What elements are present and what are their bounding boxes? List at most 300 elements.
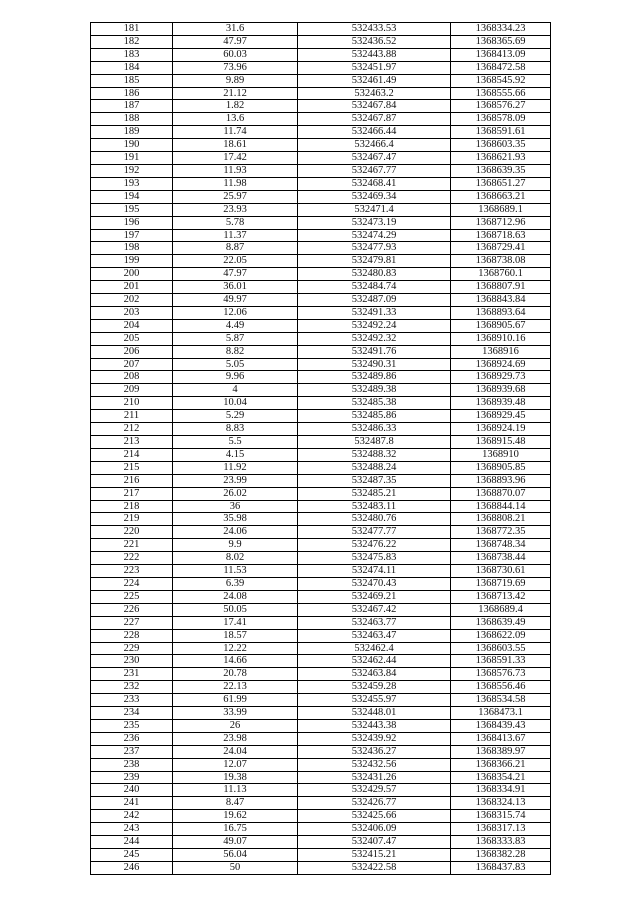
x-coordinate-cell: 532436.52: [298, 35, 451, 48]
distance-cell: 10.04: [173, 397, 298, 410]
x-coordinate-cell: 532479.81: [298, 255, 451, 268]
x-coordinate-cell: 532463.2: [298, 87, 451, 100]
table-row: [91, 345, 551, 358]
x-coordinate-cell: 532467.84: [298, 100, 451, 113]
y-coordinate-cell: 1368472.58: [451, 61, 551, 74]
table-row: [91, 758, 551, 771]
point-number-cell: 187: [91, 100, 173, 113]
point-number-cell: 209: [91, 384, 173, 397]
x-coordinate-cell: 532431.26: [298, 771, 451, 784]
x-coordinate-cell: 532459.28: [298, 681, 451, 694]
x-coordinate-cell: 532477.77: [298, 526, 451, 539]
x-coordinate-cell: 532488.24: [298, 461, 451, 474]
table-row: [91, 719, 551, 732]
y-coordinate-cell: 1368719.69: [451, 577, 551, 590]
point-number-cell: 241: [91, 797, 173, 810]
distance-cell: 11.53: [173, 565, 298, 578]
x-coordinate-cell: 532422.58: [298, 861, 451, 874]
table-row: [91, 87, 551, 100]
table-row: [91, 190, 551, 203]
x-coordinate-cell: 532451.97: [298, 61, 451, 74]
x-coordinate-cell: 532406.09: [298, 823, 451, 836]
y-coordinate-cell: 1368738.44: [451, 552, 551, 565]
table-row: [91, 513, 551, 526]
point-number-cell: 202: [91, 294, 173, 307]
x-coordinate-cell: 532462.44: [298, 655, 451, 668]
point-number-cell: 227: [91, 616, 173, 629]
x-coordinate-cell: 532463.77: [298, 616, 451, 629]
y-coordinate-cell: 1368689.4: [451, 603, 551, 616]
distance-cell: 24.06: [173, 526, 298, 539]
table-row: [91, 487, 551, 500]
distance-cell: 9.9: [173, 539, 298, 552]
point-number-cell: 196: [91, 216, 173, 229]
y-coordinate-cell: 1368712.96: [451, 216, 551, 229]
coordinate-table-body: [91, 23, 551, 875]
y-coordinate-cell: 1368354.21: [451, 771, 551, 784]
table-row: [91, 823, 551, 836]
table-row: [91, 526, 551, 539]
distance-cell: 4.15: [173, 448, 298, 461]
y-coordinate-cell: 1368334.91: [451, 784, 551, 797]
point-number-cell: 188: [91, 113, 173, 126]
table-row: [91, 203, 551, 216]
point-number-cell: 223: [91, 565, 173, 578]
y-coordinate-cell: 1368910.16: [451, 332, 551, 345]
y-coordinate-cell: 1368939.68: [451, 384, 551, 397]
x-coordinate-cell: 532487.09: [298, 294, 451, 307]
y-coordinate-cell: 1368905.85: [451, 461, 551, 474]
distance-cell: 21.12: [173, 87, 298, 100]
table-row: [91, 797, 551, 810]
distance-cell: 56.04: [173, 849, 298, 862]
point-number-cell: 194: [91, 190, 173, 203]
x-coordinate-cell: 532415.21: [298, 849, 451, 862]
x-coordinate-cell: 532455.97: [298, 694, 451, 707]
x-coordinate-cell: 532467.47: [298, 152, 451, 165]
point-number-cell: 216: [91, 474, 173, 487]
y-coordinate-cell: 1368382.28: [451, 849, 551, 862]
table-row: [91, 694, 551, 707]
table-row: [91, 35, 551, 48]
point-number-cell: 212: [91, 423, 173, 436]
y-coordinate-cell: 1368603.55: [451, 642, 551, 655]
x-coordinate-cell: 532448.01: [298, 707, 451, 720]
distance-cell: 36.01: [173, 281, 298, 294]
y-coordinate-cell: 1368621.93: [451, 152, 551, 165]
point-number-cell: 192: [91, 164, 173, 177]
table-row: [91, 126, 551, 139]
point-number-cell: 183: [91, 48, 173, 61]
y-coordinate-cell: 1368366.21: [451, 758, 551, 771]
y-coordinate-cell: 1368334.23: [451, 23, 551, 36]
y-coordinate-cell: 1368729.41: [451, 242, 551, 255]
distance-cell: 12.06: [173, 306, 298, 319]
table-row: [91, 139, 551, 152]
y-coordinate-cell: 1368639.35: [451, 164, 551, 177]
point-number-cell: 231: [91, 668, 173, 681]
point-number-cell: 206: [91, 345, 173, 358]
table-row: [91, 810, 551, 823]
table-row: [91, 707, 551, 720]
point-number-cell: 204: [91, 319, 173, 332]
point-number-cell: 218: [91, 500, 173, 513]
point-number-cell: 240: [91, 784, 173, 797]
x-coordinate-cell: 532469.34: [298, 190, 451, 203]
y-coordinate-cell: 1368315.74: [451, 810, 551, 823]
point-number-cell: 208: [91, 371, 173, 384]
y-coordinate-cell: 1368317.13: [451, 823, 551, 836]
point-number-cell: 219: [91, 513, 173, 526]
distance-cell: 23.99: [173, 474, 298, 487]
table-row: [91, 836, 551, 849]
distance-cell: 25.97: [173, 190, 298, 203]
y-coordinate-cell: 1368808.21: [451, 513, 551, 526]
point-number-cell: 217: [91, 487, 173, 500]
distance-cell: 18.57: [173, 629, 298, 642]
point-number-cell: 200: [91, 268, 173, 281]
x-coordinate-cell: 532477.93: [298, 242, 451, 255]
distance-cell: 19.38: [173, 771, 298, 784]
x-coordinate-cell: 532480.83: [298, 268, 451, 281]
distance-cell: 24.04: [173, 745, 298, 758]
y-coordinate-cell: 1368534.58: [451, 694, 551, 707]
x-coordinate-cell: 532463.47: [298, 629, 451, 642]
point-number-cell: 229: [91, 642, 173, 655]
distance-cell: 50.05: [173, 603, 298, 616]
x-coordinate-cell: 532490.31: [298, 358, 451, 371]
point-number-cell: 242: [91, 810, 173, 823]
point-number-cell: 185: [91, 74, 173, 87]
y-coordinate-cell: 1368578.09: [451, 113, 551, 126]
x-coordinate-cell: 532432.56: [298, 758, 451, 771]
distance-cell: 11.13: [173, 784, 298, 797]
point-number-cell: 221: [91, 539, 173, 552]
y-coordinate-cell: 1368439.43: [451, 719, 551, 732]
distance-cell: 47.97: [173, 268, 298, 281]
x-coordinate-cell: 532491.33: [298, 306, 451, 319]
x-coordinate-cell: 532466.44: [298, 126, 451, 139]
point-number-cell: 237: [91, 745, 173, 758]
distance-cell: 47.97: [173, 35, 298, 48]
point-number-cell: 189: [91, 126, 173, 139]
y-coordinate-cell: 1368576.73: [451, 668, 551, 681]
table-row: [91, 590, 551, 603]
y-coordinate-cell: 1368591.61: [451, 126, 551, 139]
point-number-cell: 224: [91, 577, 173, 590]
table-row: [91, 268, 551, 281]
y-coordinate-cell: 1368772.35: [451, 526, 551, 539]
y-coordinate-cell: 1368555.66: [451, 87, 551, 100]
point-number-cell: 246: [91, 861, 173, 874]
y-coordinate-cell: 1368333.83: [451, 836, 551, 849]
x-coordinate-cell: 532433.53: [298, 23, 451, 36]
table-row: [91, 100, 551, 113]
y-coordinate-cell: 1368730.61: [451, 565, 551, 578]
distance-cell: 6.39: [173, 577, 298, 590]
distance-cell: 5.78: [173, 216, 298, 229]
table-row: [91, 255, 551, 268]
point-number-cell: 199: [91, 255, 173, 268]
y-coordinate-cell: 1368622.09: [451, 629, 551, 642]
y-coordinate-cell: 1368929.45: [451, 410, 551, 423]
y-coordinate-cell: 1368545.92: [451, 74, 551, 87]
point-number-cell: 213: [91, 436, 173, 449]
distance-cell: 5.87: [173, 332, 298, 345]
table-row: [91, 745, 551, 758]
table-row: [91, 177, 551, 190]
y-coordinate-cell: 1368843.84: [451, 294, 551, 307]
distance-cell: 31.6: [173, 23, 298, 36]
table-row: [91, 565, 551, 578]
distance-cell: 9.89: [173, 74, 298, 87]
distance-cell: 12.22: [173, 642, 298, 655]
point-number-cell: 210: [91, 397, 173, 410]
y-coordinate-cell: 1368603.35: [451, 139, 551, 152]
point-number-cell: 201: [91, 281, 173, 294]
point-number-cell: 238: [91, 758, 173, 771]
distance-cell: 11.93: [173, 164, 298, 177]
y-coordinate-cell: 1368713.42: [451, 590, 551, 603]
x-coordinate-cell: 532484.74: [298, 281, 451, 294]
distance-cell: 8.82: [173, 345, 298, 358]
point-number-cell: 184: [91, 61, 173, 74]
table-row: [91, 474, 551, 487]
distance-cell: 49.97: [173, 294, 298, 307]
distance-cell: 1.82: [173, 100, 298, 113]
distance-cell: 26: [173, 719, 298, 732]
distance-cell: 61.99: [173, 694, 298, 707]
y-coordinate-cell: 1368910: [451, 448, 551, 461]
table-row: [91, 629, 551, 642]
table-row: [91, 410, 551, 423]
table-row: [91, 371, 551, 384]
x-coordinate-cell: 532485.86: [298, 410, 451, 423]
y-coordinate-cell: 1368893.96: [451, 474, 551, 487]
table-row: [91, 771, 551, 784]
y-coordinate-cell: 1368929.73: [451, 371, 551, 384]
distance-cell: 12.07: [173, 758, 298, 771]
x-coordinate-cell: 532492.32: [298, 332, 451, 345]
y-coordinate-cell: 1368413.09: [451, 48, 551, 61]
table-row: [91, 500, 551, 513]
x-coordinate-cell: 532461.49: [298, 74, 451, 87]
distance-cell: 4: [173, 384, 298, 397]
y-coordinate-cell: 1368905.67: [451, 319, 551, 332]
table-row: [91, 603, 551, 616]
x-coordinate-cell: 532468.41: [298, 177, 451, 190]
point-number-cell: 182: [91, 35, 173, 48]
distance-cell: 8.02: [173, 552, 298, 565]
distance-cell: 8.47: [173, 797, 298, 810]
point-number-cell: 236: [91, 732, 173, 745]
point-number-cell: 234: [91, 707, 173, 720]
table-row: [91, 23, 551, 36]
x-coordinate-cell: 532486.33: [298, 423, 451, 436]
y-coordinate-cell: 1368893.64: [451, 306, 551, 319]
point-number-cell: 239: [91, 771, 173, 784]
distance-cell: 20.78: [173, 668, 298, 681]
distance-cell: 13.6: [173, 113, 298, 126]
point-number-cell: 211: [91, 410, 173, 423]
y-coordinate-cell: 1368915.48: [451, 436, 551, 449]
x-coordinate-cell: 532488.32: [298, 448, 451, 461]
distance-cell: 35.98: [173, 513, 298, 526]
table-row: [91, 539, 551, 552]
distance-cell: 24.08: [173, 590, 298, 603]
x-coordinate-cell: 532483.11: [298, 500, 451, 513]
distance-cell: 23.93: [173, 203, 298, 216]
y-coordinate-cell: 1368760.1: [451, 268, 551, 281]
y-coordinate-cell: 1368576.27: [451, 100, 551, 113]
distance-cell: 11.74: [173, 126, 298, 139]
y-coordinate-cell: 1368413.67: [451, 732, 551, 745]
table-row: [91, 294, 551, 307]
y-coordinate-cell: 1368924.69: [451, 358, 551, 371]
distance-cell: 5.05: [173, 358, 298, 371]
x-coordinate-cell: 532480.76: [298, 513, 451, 526]
distance-cell: 5.5: [173, 436, 298, 449]
y-coordinate-cell: 1368738.08: [451, 255, 551, 268]
distance-cell: 23.98: [173, 732, 298, 745]
point-number-cell: 222: [91, 552, 173, 565]
x-coordinate-cell: 532489.86: [298, 371, 451, 384]
table-row: [91, 281, 551, 294]
y-coordinate-cell: 1368663.21: [451, 190, 551, 203]
x-coordinate-cell: 532466.4: [298, 139, 451, 152]
table-row: [91, 681, 551, 694]
table-row: [91, 616, 551, 629]
distance-cell: 14.66: [173, 655, 298, 668]
point-number-cell: 197: [91, 229, 173, 242]
x-coordinate-cell: 532463.84: [298, 668, 451, 681]
table-row: [91, 784, 551, 797]
x-coordinate-cell: 532426.77: [298, 797, 451, 810]
x-coordinate-cell: 532473.19: [298, 216, 451, 229]
table-row: [91, 448, 551, 461]
table-row: [91, 306, 551, 319]
x-coordinate-cell: 532475.83: [298, 552, 451, 565]
table-row: [91, 655, 551, 668]
distance-cell: 50: [173, 861, 298, 874]
table-row: [91, 216, 551, 229]
table-row: [91, 849, 551, 862]
x-coordinate-cell: 532429.57: [298, 784, 451, 797]
distance-cell: 5.29: [173, 410, 298, 423]
table-row: [91, 358, 551, 371]
distance-cell: 33.99: [173, 707, 298, 720]
x-coordinate-cell: 532491.76: [298, 345, 451, 358]
x-coordinate-cell: 532436.27: [298, 745, 451, 758]
x-coordinate-cell: 532407.47: [298, 836, 451, 849]
x-coordinate-cell: 532469.21: [298, 590, 451, 603]
distance-cell: 18.61: [173, 139, 298, 152]
x-coordinate-cell: 532470.43: [298, 577, 451, 590]
distance-cell: 60.03: [173, 48, 298, 61]
distance-cell: 19.62: [173, 810, 298, 823]
point-number-cell: 203: [91, 306, 173, 319]
point-number-cell: 244: [91, 836, 173, 849]
point-number-cell: 186: [91, 87, 173, 100]
y-coordinate-cell: 1368924.19: [451, 423, 551, 436]
x-coordinate-cell: 532492.24: [298, 319, 451, 332]
distance-cell: 17.41: [173, 616, 298, 629]
y-coordinate-cell: 1368651.27: [451, 177, 551, 190]
point-number-cell: 207: [91, 358, 173, 371]
table-row: [91, 642, 551, 655]
table-row: [91, 397, 551, 410]
x-coordinate-cell: 532485.38: [298, 397, 451, 410]
x-coordinate-cell: 532443.38: [298, 719, 451, 732]
table-row: [91, 113, 551, 126]
y-coordinate-cell: 1368324.13: [451, 797, 551, 810]
point-number-cell: 225: [91, 590, 173, 603]
point-number-cell: 230: [91, 655, 173, 668]
y-coordinate-cell: 1368365.69: [451, 35, 551, 48]
y-coordinate-cell: 1368939.48: [451, 397, 551, 410]
table-row: [91, 61, 551, 74]
table-row: [91, 461, 551, 474]
table-row: [91, 552, 551, 565]
y-coordinate-cell: 1368748.34: [451, 539, 551, 552]
distance-cell: 11.92: [173, 461, 298, 474]
y-coordinate-cell: 1368437.83: [451, 861, 551, 874]
point-number-cell: 228: [91, 629, 173, 642]
x-coordinate-cell: 532487.35: [298, 474, 451, 487]
distance-cell: 9.96: [173, 371, 298, 384]
x-coordinate-cell: 532474.29: [298, 229, 451, 242]
x-coordinate-cell: 532487.8: [298, 436, 451, 449]
x-coordinate-cell: 532467.87: [298, 113, 451, 126]
point-number-cell: 195: [91, 203, 173, 216]
distance-cell: 36: [173, 500, 298, 513]
point-number-cell: 205: [91, 332, 173, 345]
y-coordinate-cell: 1368639.49: [451, 616, 551, 629]
table-row: [91, 423, 551, 436]
distance-cell: 73.96: [173, 61, 298, 74]
y-coordinate-cell: 1368689.1: [451, 203, 551, 216]
x-coordinate-cell: 532425.66: [298, 810, 451, 823]
x-coordinate-cell: 532439.92: [298, 732, 451, 745]
x-coordinate-cell: 532443.88: [298, 48, 451, 61]
distance-cell: 22.05: [173, 255, 298, 268]
y-coordinate-cell: 1368807.91: [451, 281, 551, 294]
point-number-cell: 243: [91, 823, 173, 836]
x-coordinate-cell: 532485.21: [298, 487, 451, 500]
table-row: [91, 242, 551, 255]
point-number-cell: 233: [91, 694, 173, 707]
table-row: [91, 668, 551, 681]
table-row: [91, 861, 551, 874]
y-coordinate-cell: 1368389.97: [451, 745, 551, 758]
table-row: [91, 74, 551, 87]
point-number-cell: 226: [91, 603, 173, 616]
point-number-cell: 215: [91, 461, 173, 474]
point-number-cell: 193: [91, 177, 173, 190]
coordinate-table: [90, 22, 551, 875]
distance-cell: 26.02: [173, 487, 298, 500]
y-coordinate-cell: 1368870.07: [451, 487, 551, 500]
table-row: [91, 384, 551, 397]
table-row: [91, 732, 551, 745]
distance-cell: 11.98: [173, 177, 298, 190]
x-coordinate-cell: 532467.42: [298, 603, 451, 616]
point-number-cell: 232: [91, 681, 173, 694]
table-row: [91, 229, 551, 242]
y-coordinate-cell: 1368473.1: [451, 707, 551, 720]
x-coordinate-cell: 532471.4: [298, 203, 451, 216]
table-row: [91, 436, 551, 449]
